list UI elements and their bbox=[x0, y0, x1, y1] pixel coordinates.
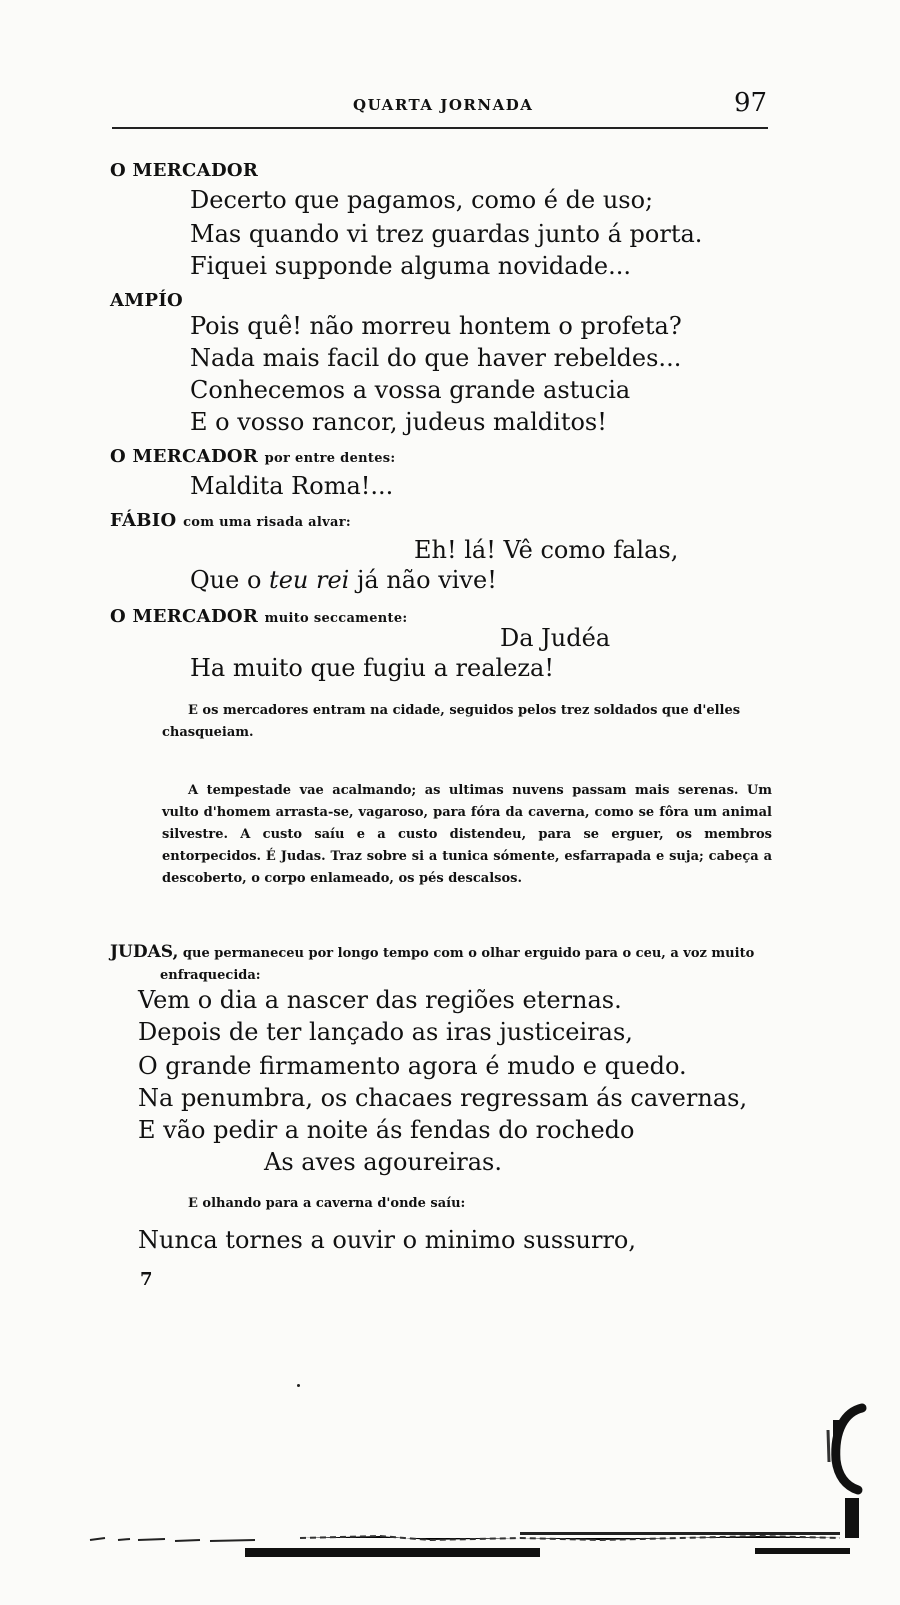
speaker-name: O MERCADOR bbox=[110, 446, 259, 467]
stage-direction: E olhando para a caverna d'onde saíu: bbox=[188, 1196, 466, 1211]
speaker-line bbox=[110, 606, 408, 627]
verse-line: As aves agoureiras. bbox=[264, 1148, 502, 1176]
speaker-name: FÁBIO bbox=[110, 510, 177, 531]
verse-line: Eh! lá! Vê como falas, bbox=[414, 536, 679, 564]
speaker-line bbox=[110, 510, 351, 531]
stage-direction: que permaneceu por longo tempo com o olhar erguido para o ceu, a voz muito enfraquecida: bbox=[160, 946, 755, 983]
running-header-title: QUARTA JORNADA bbox=[353, 96, 534, 114]
speaker-name: AMPÍO bbox=[110, 290, 184, 311]
stage-direction-paragraph: E os mercadores entram na cidade, seguidos pelos trez soldados que d'elles chasqueiam. bbox=[162, 703, 741, 740]
verse-line: E vão pedir a noite ás fendas do rochedo bbox=[138, 1116, 635, 1144]
verse-line: Pois quê! não morreu hontem o profeta? bbox=[190, 312, 682, 340]
stage-direction: por entre dentes: bbox=[264, 451, 396, 466]
verse-line: Na penumbra, os chacaes regressam ás cavernas, bbox=[138, 1084, 748, 1112]
stage-direction: com uma risada alvar: bbox=[183, 515, 351, 530]
verse-line: Que o teu rei já não vive! bbox=[190, 566, 497, 594]
scan-artifacts bbox=[0, 1390, 900, 1605]
verse-line: Mas quando vi trez guardas junto á porta. bbox=[190, 220, 703, 248]
speaker-name: JUDAS, bbox=[110, 942, 179, 962]
verse-line: Nada mais facil do que haver rebeldes... bbox=[190, 344, 682, 372]
scan-speck bbox=[297, 1384, 300, 1387]
verse-line: Conhecemos a vossa grande astucia bbox=[190, 376, 631, 404]
verse-line: Decerto que pagamos, como é de uso; bbox=[190, 186, 654, 214]
verse-line: Vem o dia a nascer das regiões eternas. bbox=[138, 986, 622, 1014]
verse-line: O grande firmamento agora é mudo e quedo. bbox=[138, 1052, 687, 1080]
speaker-name: O MERCADOR bbox=[110, 606, 259, 627]
page-number: 97 bbox=[734, 88, 768, 118]
verse-line: Depois de ter lançado as iras justiceiras, bbox=[138, 1018, 633, 1046]
verse-line: Maldita Roma!... bbox=[190, 472, 394, 500]
speaker-line bbox=[110, 941, 825, 987]
stage-direction: muito seccamente: bbox=[264, 611, 408, 626]
signature-mark: 7 bbox=[140, 1269, 153, 1290]
verse-line: E o vosso rancor, judeus malditos! bbox=[190, 408, 607, 436]
stage-direction-paragraph: A tempestade vae acalmando; as ultimas nuvens passam mais serenas. Um vulto d'homem arrasta-se, vagaroso, para fóra da caverna, como se fôra um animal silvestre. A custo saíu e a custo distendeu, para se erguer, os membros entorpecidos. É Judas. Traz sobre si a tunica sómente, esfarrapada e suja; cabeça a descoberto, o corpo enlameado, os pés descalsos. bbox=[162, 783, 772, 886]
verse-line: Fiquei supponde alguma novidade... bbox=[190, 252, 632, 280]
verse-line: Ha muito que fugiu a realeza! bbox=[190, 654, 554, 682]
header-rule bbox=[112, 127, 768, 129]
speaker-line bbox=[110, 446, 396, 467]
verse-line: Da Judéa bbox=[500, 624, 611, 652]
verse-line: Nunca tornes a ouvir o minimo sussurro, bbox=[138, 1226, 637, 1254]
speaker-name: O MERCADOR bbox=[110, 160, 259, 181]
emphasis: teu rei bbox=[269, 566, 350, 594]
